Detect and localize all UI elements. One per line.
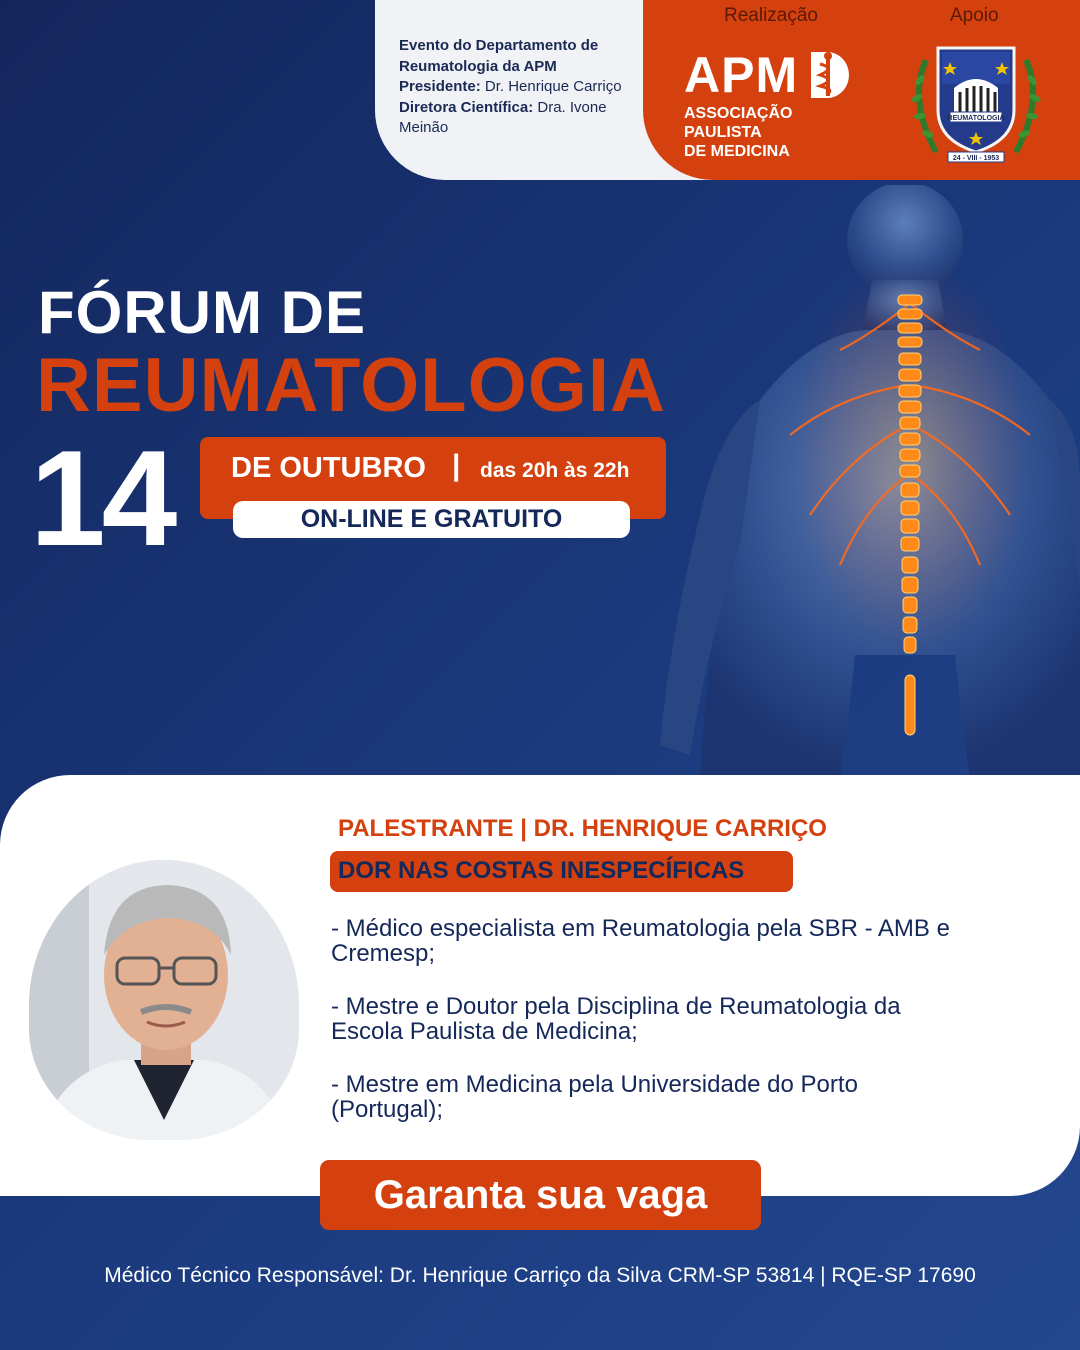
speaker-photo <box>29 860 299 1140</box>
spine-anatomy-illustration <box>640 185 1080 780</box>
director-label: Diretora Científica: <box>399 98 534 116</box>
event-month: DE OUTUBRO <box>231 452 426 484</box>
president-label: Presidente: <box>399 78 481 95</box>
date-separator: | <box>452 449 461 482</box>
director-name: Dra. Ivone Meinão <box>399 98 607 136</box>
rheumatology-crest-icon <box>906 40 1046 166</box>
organizer-department: Evento do Departamento de Reumatologia da APM <box>399 37 599 75</box>
event-format-badge: ON-LINE E GRATUITO <box>233 501 630 538</box>
event-hours: das 20h às 22h <box>480 459 630 482</box>
register-button[interactable]: Garanta sua vaga <box>320 1160 761 1230</box>
event-day: 14 <box>30 422 174 574</box>
president-name: Dr. Henrique Carriço <box>480 78 622 95</box>
apm-name-line1: ASSOCIAÇÃO PAULISTA <box>684 105 793 141</box>
apm-name-line2: DE MEDICINA <box>684 143 790 160</box>
apoio-label: Apoio <box>950 5 999 26</box>
event-title-line2: REUMATOLOGIA <box>36 343 666 428</box>
speaker-portrait-icon <box>29 860 299 1140</box>
speaker-bio <box>331 916 971 1150</box>
crest-date: 24 - VIII - 1953 <box>952 155 1000 162</box>
event-title-line1: FÓRUM DE <box>38 279 366 346</box>
crest-text: REUMATOLOGIA <box>947 115 1005 122</box>
talk-topic: DOR NAS COSTAS INESPECÍFICAS <box>338 857 745 884</box>
organizer-info <box>399 36 639 139</box>
bio-item: - Mestre e Doutor pela Disciplina de Reumatologia da Escola Paulista de Medicina; <box>331 993 901 1045</box>
caduceus-icon <box>805 48 851 102</box>
bio-item: - Mestre em Medicina pela Universidade do Porto (Portugal); <box>331 1071 858 1123</box>
realizacao-label: Realização <box>724 5 818 26</box>
footer-responsible: Médico Técnico Responsável: Dr. Henrique Carriço da Silva CRM-SP 53814 | RQE-SP 17690 <box>104 1264 976 1287</box>
bio-item: - Médico especialista em Reumatologia pela SBR - AMB e Cremesp; <box>331 915 950 967</box>
apm-logo-word: APM <box>684 47 799 103</box>
speaker-title: PALESTRANTE | DR. HENRIQUE CARRIÇO <box>338 815 827 842</box>
apm-logo <box>684 46 874 161</box>
